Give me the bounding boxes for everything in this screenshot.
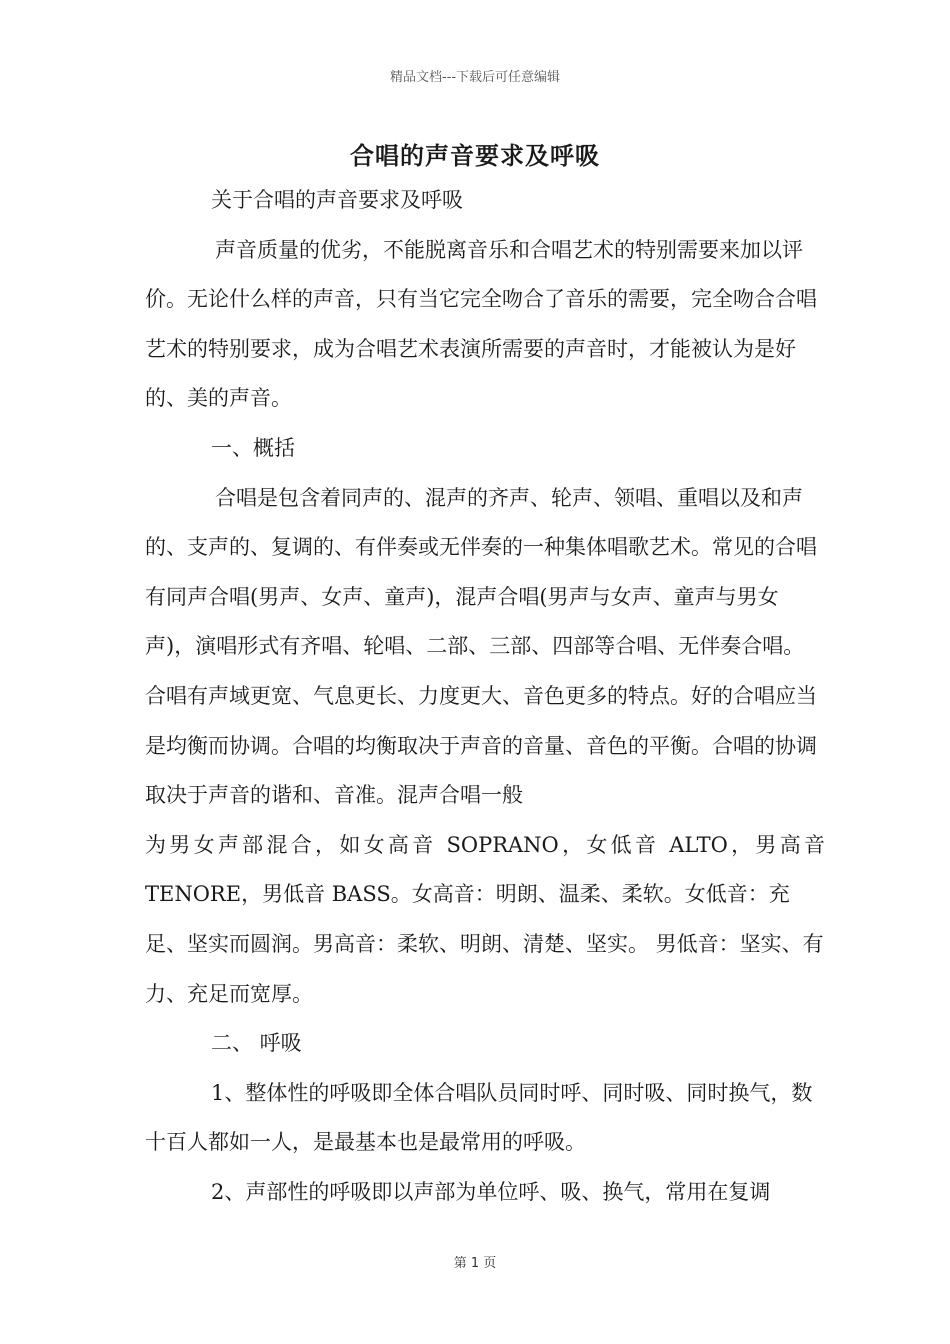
document-body (145, 176, 825, 1217)
page-number: 第 1 页 (453, 1256, 497, 1271)
breathing-point-1: 1、整体性的呼吸即全体合唱队员同时呼、同时吸、同时换气，数十百人都如一人，是最基本也是最常用的呼吸。 (145, 1080, 813, 1155)
overview-paragraph: 合唱是包含着同声的、混声的齐声、轮声、领唱、重唱以及和声的、支声的、复调的、有伴奏或无伴奏的一种集体唱歌艺术。常见的合唱有同声合唱(男声、女声、童声)，混声合唱(男声与女声、童声与男女声)，演唱形式有齐唱、轮唱、二部、三部、四部等合唱、无伴奏合唱。合唱有声域更宽、气息更长、力度更大、音色更多的特点。好的合唱应当是均衡而协调。合唱的均衡取决于声音的音量、音色的平衡。合唱的协调取决于声音的谐和、音准。混声合唱一般 (145, 485, 817, 808)
overview-paragraph-line-voices: 为男女声部混合，如女高音 SOPRANO，女低音 ALTO，男高音 (145, 832, 825, 857)
section-heading-breathing: 二、 呼吸 (211, 1031, 302, 1056)
document-title: 合唱的声音要求及呼吸 (350, 142, 600, 170)
subtitle: 关于合唱的声音要求及呼吸 (211, 188, 463, 212)
intro-paragraph: 声音质量的优劣，不能脱离音乐和合唱艺术的特别需要来加以评价。无论什么样的声音，只有当它完全吻合了音乐的需要，完全吻合合唱艺术的特别要求，成为合唱艺术表演所需要的声音时，才能被认为是好的、美的声音。 (145, 237, 817, 411)
breathing-point-2: 2、声部性的呼吸即以声部为单位呼、吸、换气，常用在复调 (211, 1179, 771, 1204)
page-header: 精品文档---下载后可任意编辑 (389, 70, 561, 85)
overview-paragraph-voice-qualities: TENORE，男低音 BASS。女高音：明朗、温柔、柔软。女低音：充足、坚实而圆润。男高音：柔软、明朗、清楚、坚实。 男低音：坚实、有力、充足而宽厚。 (145, 882, 824, 1006)
section-heading-overview: 一、概括 (211, 435, 295, 460)
